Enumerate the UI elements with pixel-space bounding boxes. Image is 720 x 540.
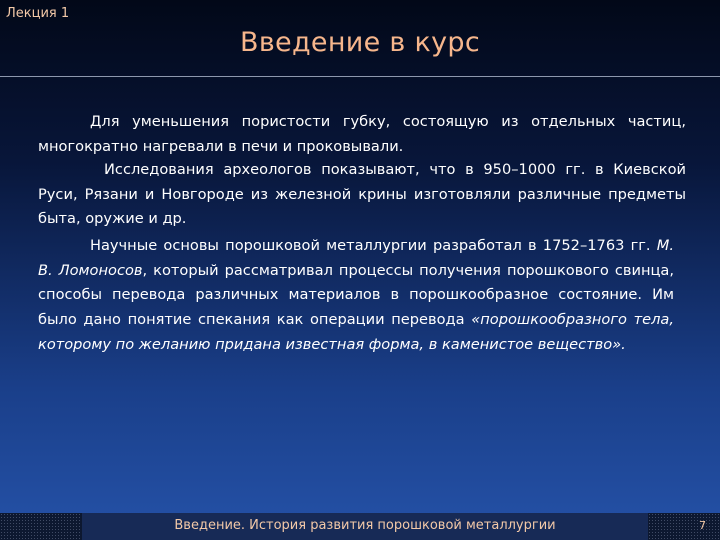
footer-bar [0,513,720,540]
paragraph-archaeology [38,158,686,232]
page-number: 7 [699,519,706,532]
lomonosov-name: М. В. Ломоносов [38,237,674,279]
sintering-quote: «порошкообразного тела, которому по желанию придана известная форма, в каменистое вещество». [38,311,674,353]
slide-title: Введение в курс [240,27,480,58]
paragraph-lomonosov-text-1: Научные основы порошковой металлургии разработал в 1752–1763 гг. [90,237,657,254]
paragraph-lomonosov [38,234,674,358]
title-divider [0,76,720,77]
paragraph-porosity [38,110,686,159]
paragraph-porosity-text: Для уменьшения пористости губку, состоящую из отдельных частиц, многократно нагревали в печи и проковывали. [38,113,686,155]
paragraph-lomonosov-text-2: , который рассматривал процессы получения порошкового свинца, способы перевода различных материалов в порошкообразное состояние. Им было дано понятие спекания как операции перевода [38,261,674,329]
footer-title: Введение. История развития порошковой металлургии [174,518,556,533]
paragraph-archaeology-text: Исследования археологов показывают, что в 950–1000 гг. в Киевской Руси, Рязани и Новгороде из железной крины изготовляли различные предметы быта, оружие и др. [38,161,686,228]
lecture-label: Лекция 1 [6,6,70,21]
